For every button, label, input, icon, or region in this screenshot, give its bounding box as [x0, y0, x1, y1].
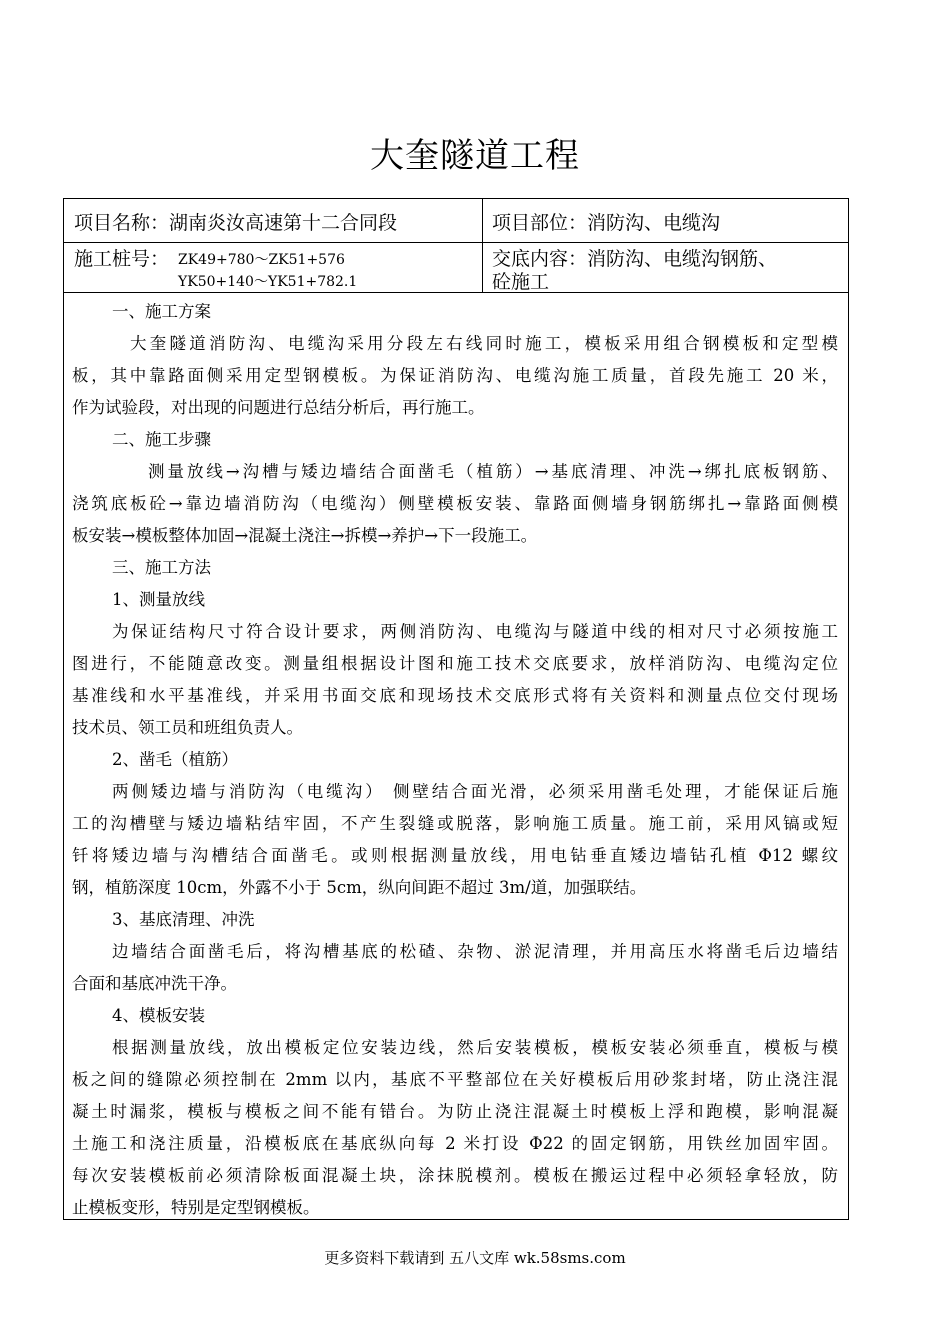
paragraph-line: 合面和基底冲洗干净。 [72, 974, 237, 993]
station-label: 施工桩号： [74, 248, 170, 270]
column-divider [482, 199, 483, 292]
paragraph-line: 边墙结合面凿毛后，将沟槽基底的松碴、杂物、淤泥清理，并用高压水将凿毛后边墙结 [112, 942, 838, 961]
station-line-2: YK50+140～YK51+782.1 [178, 274, 358, 290]
heading-methods: 三、施工方法 [112, 558, 211, 577]
subheading-chiseling: 2、凿毛（植筋） [112, 750, 238, 769]
paragraph-line: 钢，植筋深度 10cm，外露不小于 5cm，纵向间距不超过 3m/道，加强联结。 [72, 878, 647, 897]
paragraph-line: 大奎隧道消防沟、电缆沟采用分段左右线同时施工，模板采用组合钢模板和定型模 [130, 334, 838, 353]
paragraph-line: 图进行，不能随意改变。测量组根据设计图和施工技术交底要求，放样消防沟、电缆沟定位 [72, 654, 838, 673]
footer-link-text[interactable]: 更多资料下载请到 五八文库 wk.58sms.com [324, 1249, 626, 1267]
disclosure-table [63, 198, 849, 1220]
paragraph-line: 基准线和水平基准线，并采用书面交底和现场技术交底形式将有关资料和测量点位交付现场 [72, 686, 838, 705]
paragraph-line: 板，其中靠路面侧采用定型钢模板。为保证消防沟、电缆沟施工质量，首段先施工 20 米， [72, 366, 838, 385]
paragraph-line: 止模板变形，特别是定型钢模板。 [72, 1198, 320, 1217]
paragraph-line: 技术员、领工员和班组负责人。 [72, 718, 303, 737]
project-name: 项目名称：湖南炎汝高速第十二合同段 [74, 212, 398, 234]
subheading-cleaning: 3、基底清理、冲洗 [112, 910, 255, 929]
paragraph-line: 每次安装模板前必须清除板面混凝土块，涂抹脱模剂。模板在搬运过程中必须轻拿轻放，防 [72, 1166, 838, 1185]
subheading-formwork: 4、模板安装 [112, 1006, 205, 1025]
header-row-1 [64, 199, 848, 243]
paragraph-line: 根据测量放线，放出模板定位安装边线，然后安装模板，模板安装必须垂直，模板与模 [112, 1038, 838, 1057]
heading-plan: 一、施工方案 [112, 302, 211, 321]
content-line-1: 交底内容：消防沟、电缆沟钢筋、 [492, 248, 778, 270]
subheading-survey: 1、测量放线 [112, 590, 205, 609]
project-part: 项目部位：消防沟、电缆沟 [492, 212, 721, 234]
header-row-2 [64, 242, 848, 293]
paragraph-line: 浇筑底板砼→靠边墙消防沟（电缆沟）侧壁模板安装、靠路面侧墙身钢筋绑扎→靠路面侧模 [72, 494, 838, 513]
paragraph-line: 为保证结构尺寸符合设计要求，两侧消防沟、电缆沟与隧道中线的相对尺寸必须按施工 [112, 622, 838, 641]
paragraph-line: 土施工和浇注质量，沿模板底在基底纵向每 2 米打设 Φ22 的固定钢筋，用铁丝加固牢固。 [72, 1134, 838, 1153]
paragraph-line: 两侧矮边墙与消防沟（电缆沟） 侧壁结合面光滑，必须采用凿毛处理，才能保证后施 [112, 782, 838, 801]
paragraph-line: 板之间的缝隙必须控制在 2mm 以内，基底不平整部位在关好模板后用砂浆封堵，防止浇注混 [72, 1070, 838, 1089]
heading-steps: 二、施工步骤 [112, 430, 211, 449]
paragraph-line: 作为试验段，对出现的问题进行总结分析后，再行施工。 [72, 398, 485, 417]
paragraph-line: 工的沟槽壁与矮边墙粘结牢固，不产生裂缝或脱落，影响施工质量。施工前，采用风镐或短 [72, 814, 838, 833]
paragraph-line: 凝土时漏浆，模板与模板之间不能有错台。为防止浇注混凝土时模板上浮和跑模，影响混凝 [72, 1102, 838, 1121]
paragraph-line: 测量放线→沟槽与矮边墙结合面凿毛（植筋）→基底清理、冲洗→绑扎底板钢筋、 [148, 462, 838, 481]
paragraph-line: 钎将矮边墙与沟槽结合面凿毛。或则根据测量放线，用电钻垂直矮边墙钻孔植 Φ12 螺纹 [72, 846, 838, 865]
document-title: 大奎隧道工程 [370, 136, 580, 176]
station-line-1: ZK49+780～ZK51+576 [178, 252, 345, 268]
paragraph-line: 板安装→模板整体加固→混凝土浇注→拆模→养护→下一段施工。 [72, 526, 538, 545]
content-line-2: 砼施工 [492, 271, 550, 293]
